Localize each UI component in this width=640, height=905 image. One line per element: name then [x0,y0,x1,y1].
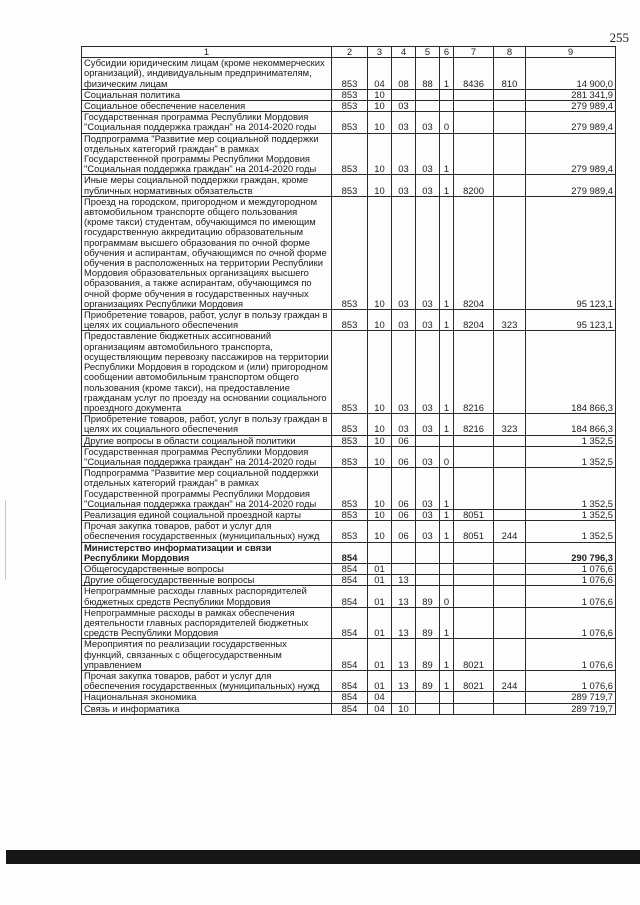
row-subprogram: 1 [440,670,454,691]
row-amount: 184 866,3 [526,414,616,435]
row-section: 10 [368,521,392,542]
row-subsection: 10 [392,703,416,714]
row-amount: 290 796,3 [526,542,616,563]
row-section: 10 [368,196,392,309]
row-subprogram: 1 [440,58,454,90]
row-admin-code: 854 [332,542,368,563]
row-amount: 279 989,4 [526,133,616,175]
row-section: 10 [368,331,392,414]
row-admin-code: 853 [332,175,368,196]
row-expense-type [494,101,526,112]
row-subsection: 03 [392,112,416,133]
row-amount: 1 076,6 [526,607,616,639]
row-program: 03 [416,112,440,133]
row-admin-code: 854 [332,563,368,574]
row-subsection [392,692,416,703]
row-name: Другие вопросы в области социальной политики [82,435,332,446]
row-subsection: 06 [392,509,416,520]
row-subsection: 06 [392,435,416,446]
row-admin-code: 853 [332,435,368,446]
row-amount: 1 352,5 [526,446,616,467]
row-expense-type: 244 [494,521,526,542]
row-section: 04 [368,58,392,90]
table-row [82,310,616,331]
row-expense-type [494,692,526,703]
row-name: Непрограммные расходы в рамках обеспечения деятельности главных распорядителей бюджетных средств Республики Мордовия [82,607,332,639]
row-admin-code: 854 [332,692,368,703]
row-target [454,575,494,586]
row-section: 04 [368,692,392,703]
row-section: 10 [368,133,392,175]
row-program: 03 [416,196,440,309]
row-program: 89 [416,607,440,639]
row-name: Социальная политика [82,89,332,100]
row-subsection: 13 [392,575,416,586]
table-row [82,89,616,100]
row-name: Социальное обеспечение населения [82,101,332,112]
row-expense-type [494,468,526,510]
row-subsection: 03 [392,196,416,309]
row-section: 10 [368,435,392,446]
row-admin-code: 854 [332,639,368,671]
table-row [82,703,616,714]
col-header-9: 9 [526,47,616,58]
row-program: 03 [416,468,440,510]
row-name: Национальная экономика [82,692,332,703]
row-admin-code: 854 [332,703,368,714]
row-admin-code: 853 [332,112,368,133]
row-program [416,563,440,574]
row-target [454,703,494,714]
row-section: 01 [368,607,392,639]
row-subprogram: 1 [440,331,454,414]
row-expense-type [494,196,526,309]
row-target [454,101,494,112]
row-name: Прочая закупка товаров, работ и услуг для обеспечения государственных (муниципальных) нужд [82,670,332,691]
row-subprogram: 0 [440,446,454,467]
row-name: Приобретение товаров, работ, услуг в пользу граждан в целях их социального обеспечения [82,310,332,331]
row-expense-type [494,175,526,196]
row-amount: 95 123,1 [526,310,616,331]
row-target [454,89,494,100]
row-expense-type [494,639,526,671]
row-amount: 14 900,0 [526,58,616,90]
row-amount: 1 076,6 [526,670,616,691]
row-subprogram: 1 [440,133,454,175]
row-subsection: 03 [392,331,416,414]
col-header-4: 4 [392,47,416,58]
row-target: 8021 [454,670,494,691]
row-admin-code: 853 [332,58,368,90]
row-program: 03 [416,509,440,520]
table-row [82,575,616,586]
row-target [454,563,494,574]
row-section: 10 [368,414,392,435]
row-name: Предоставление бюджетных ассигнований организациям автомобильного транспорта, осуществляющим перевозку пассажиров на территории Республики Мордовия в городском и (или) пригородном сообщении автомобильным транспортом общего пользования (кроме такси), на предоставление гражданам услуг по проезду на основании социального проездного документа [82,331,332,414]
row-name: Мероприятия по реализации государственных функций, связанных с общегосударственным управлением [82,639,332,671]
row-target: 8204 [454,310,494,331]
table-row [82,468,616,510]
table-row [82,331,616,414]
row-name: Другие общегосударственные вопросы [82,575,332,586]
row-target: 8051 [454,521,494,542]
row-amount: 184 866,3 [526,331,616,414]
row-expense-type [494,542,526,563]
col-header-5: 5 [416,47,440,58]
row-subprogram: 1 [440,468,454,510]
row-program: 88 [416,58,440,90]
row-name: Связь и информатика [82,703,332,714]
row-amount: 95 123,1 [526,196,616,309]
row-section: 04 [368,703,392,714]
row-name: Общегосударственные вопросы [82,563,332,574]
row-amount: 1 076,6 [526,639,616,671]
row-name: Подпрограмма "Развитие мер социальной поддержки отдельных категорий граждан" в рамках Государственной программы Республики Мордовия "Социальная поддержка граждан" на 2014-2020 годы [82,468,332,510]
table-row [82,58,616,90]
row-subprogram [440,435,454,446]
row-admin-code: 854 [332,607,368,639]
col-header-8: 8 [494,47,526,58]
row-subsection [392,89,416,100]
row-target: 8200 [454,175,494,196]
row-name: Иные меры социальной поддержки граждан, кроме публичных нормативных обязательств [82,175,332,196]
row-section: 10 [368,509,392,520]
row-program [416,703,440,714]
scan-artifact [5,500,6,580]
row-admin-code: 854 [332,670,368,691]
row-subprogram [440,89,454,100]
row-target: 8216 [454,414,494,435]
row-admin-code: 853 [332,101,368,112]
row-subprogram: 1 [440,521,454,542]
row-target: 8436 [454,58,494,90]
row-target [454,133,494,175]
row-program: 03 [416,446,440,467]
row-target [454,468,494,510]
row-expense-type [494,435,526,446]
table-row [82,639,616,671]
row-program: 03 [416,414,440,435]
row-subprogram: 1 [440,310,454,331]
row-expense-type: 810 [494,58,526,90]
row-program [416,542,440,563]
table-row [82,446,616,467]
row-admin-code: 853 [332,509,368,520]
row-amount: 279 989,4 [526,101,616,112]
row-admin-code: 853 [332,89,368,100]
table-row [82,521,616,542]
row-program [416,89,440,100]
row-subsection: 13 [392,670,416,691]
row-subsection: 06 [392,446,416,467]
row-section: 10 [368,446,392,467]
row-expense-type [494,331,526,414]
table-row [82,509,616,520]
row-amount: 289 719,7 [526,692,616,703]
row-program [416,692,440,703]
row-subsection: 13 [392,639,416,671]
row-section: 10 [368,175,392,196]
table-row [82,692,616,703]
row-program: 03 [416,331,440,414]
row-section [368,542,392,563]
header-row [82,47,616,58]
row-expense-type [494,586,526,607]
row-amount: 279 989,4 [526,175,616,196]
col-header-2: 2 [332,47,368,58]
table-row [82,435,616,446]
col-header-3: 3 [368,47,392,58]
row-section: 01 [368,586,392,607]
row-expense-type [494,133,526,175]
row-section: 10 [368,112,392,133]
row-section: 01 [368,563,392,574]
table-row [82,607,616,639]
row-amount: 1 352,5 [526,521,616,542]
table-row [82,112,616,133]
row-name: Прочая закупка товаров, работ и услуг для обеспечения государственных (муниципальных) нужд [82,521,332,542]
row-subprogram [440,703,454,714]
row-target [454,586,494,607]
row-subsection [392,563,416,574]
table-row [82,563,616,574]
row-name: Подпрограмма "Развитие мер социальной поддержки отдельных категорий граждан" в рамках Государственной программы Республики Мордовия "Социальная поддержка граждан" на 2014-2020 годы [82,133,332,175]
row-amount: 279 989,4 [526,112,616,133]
row-section: 10 [368,89,392,100]
row-subprogram: 0 [440,586,454,607]
row-subprogram: 1 [440,607,454,639]
row-target: 8021 [454,639,494,671]
row-subsection: 03 [392,133,416,175]
table-row [82,196,616,309]
table-row [82,133,616,175]
row-section: 10 [368,310,392,331]
row-program: 89 [416,586,440,607]
row-name: Приобретение товаров, работ, услуг в пользу граждан в целях их социального обеспечения [82,414,332,435]
row-target: 8216 [454,331,494,414]
row-subsection: 08 [392,58,416,90]
row-section: 01 [368,670,392,691]
row-subprogram [440,692,454,703]
row-target: 8051 [454,509,494,520]
row-section: 10 [368,101,392,112]
table-row [82,586,616,607]
row-target [454,435,494,446]
row-admin-code: 853 [332,331,368,414]
row-name: Проезд на городском, пригородном и междугородном автомобильном транспорте общего пользования (кроме такси) студентам, обучающимся по имеющим государственную аккредитацию образовательным программам высшего образования по очной форме обучения и аспирантам, обучающимся по очной форме обучения в расположенных на территории Республики Мордовия образовательных организациях высшего образования, а также аспирантам, обучающимся по очной форме обучения в государственных научных организациях Республики Мордовия [82,196,332,309]
table-row [82,542,616,563]
row-subsection: 03 [392,101,416,112]
row-admin-code: 853 [332,521,368,542]
row-target [454,446,494,467]
row-target [454,112,494,133]
row-target [454,607,494,639]
row-admin-code: 854 [332,575,368,586]
row-subprogram: 1 [440,175,454,196]
row-program [416,575,440,586]
row-subprogram [440,575,454,586]
row-section: 01 [368,575,392,586]
row-name: Государственная программа Республики Мордовия "Социальная поддержка граждан" на 2014-2020 годы [82,446,332,467]
row-admin-code: 853 [332,468,368,510]
row-expense-type [494,607,526,639]
row-subprogram: 1 [440,509,454,520]
row-expense-type: 323 [494,310,526,331]
row-program: 89 [416,639,440,671]
row-subsection: 13 [392,607,416,639]
row-expense-type: 244 [494,670,526,691]
row-expense-type [494,563,526,574]
row-expense-type [494,575,526,586]
row-admin-code: 853 [332,133,368,175]
row-subprogram: 1 [440,196,454,309]
row-program: 03 [416,521,440,542]
row-subprogram: 1 [440,414,454,435]
row-subsection: 03 [392,310,416,331]
page-number: 255 [609,30,629,45]
row-expense-type: 323 [494,414,526,435]
row-amount: 289 719,7 [526,703,616,714]
row-program: 03 [416,310,440,331]
row-subprogram [440,563,454,574]
row-program [416,435,440,446]
row-program: 03 [416,175,440,196]
row-admin-code: 853 [332,446,368,467]
row-section: 01 [368,639,392,671]
row-subsection: 03 [392,175,416,196]
row-name: Государственная программа Республики Мордовия "Социальная поддержка граждан" на 2014-2020 годы [82,112,332,133]
row-admin-code: 853 [332,310,368,331]
row-expense-type [494,703,526,714]
row-subprogram [440,101,454,112]
row-amount: 281 341,9 [526,89,616,100]
row-name: Министерство информатизации и связи Республики Мордовия [82,542,332,563]
row-admin-code: 853 [332,196,368,309]
row-target: 8204 [454,196,494,309]
row-admin-code: 853 [332,414,368,435]
row-name: Субсидии юридическим лицам (кроме некоммерческих организаций), индивидуальным предпринимателям, физическим лицам [82,58,332,90]
row-name: Непрограммные расходы главных распорядителей бюджетных средств Республики Мордовия [82,586,332,607]
table-row [82,414,616,435]
row-amount: 1 352,5 [526,435,616,446]
row-subsection: 13 [392,586,416,607]
row-subprogram: 1 [440,639,454,671]
row-target [454,692,494,703]
row-subprogram: 0 [440,112,454,133]
row-amount: 1 352,5 [526,509,616,520]
row-subsection: 06 [392,468,416,510]
row-expense-type [494,112,526,133]
row-program: 03 [416,133,440,175]
row-subsection: 06 [392,521,416,542]
row-name: Реализация единой социальной проездной карты [82,509,332,520]
row-amount: 1 076,6 [526,563,616,574]
row-amount: 1 076,6 [526,575,616,586]
row-amount: 1 352,5 [526,468,616,510]
table-row [82,101,616,112]
row-program: 89 [416,670,440,691]
col-header-6: 6 [440,47,454,58]
row-expense-type [494,446,526,467]
col-header-7: 7 [454,47,494,58]
table-body [82,58,616,715]
row-section: 10 [368,468,392,510]
row-subsection [392,542,416,563]
row-expense-type [494,509,526,520]
table-row [82,175,616,196]
row-subsection: 03 [392,414,416,435]
row-amount: 1 076,6 [526,586,616,607]
scan-edge-bar [6,850,640,864]
row-target [454,542,494,563]
row-program [416,101,440,112]
col-header-1: 1 [82,47,332,58]
row-subprogram [440,542,454,563]
budget-table [81,46,616,715]
row-expense-type [494,89,526,100]
row-admin-code: 854 [332,586,368,607]
table-row [82,670,616,691]
